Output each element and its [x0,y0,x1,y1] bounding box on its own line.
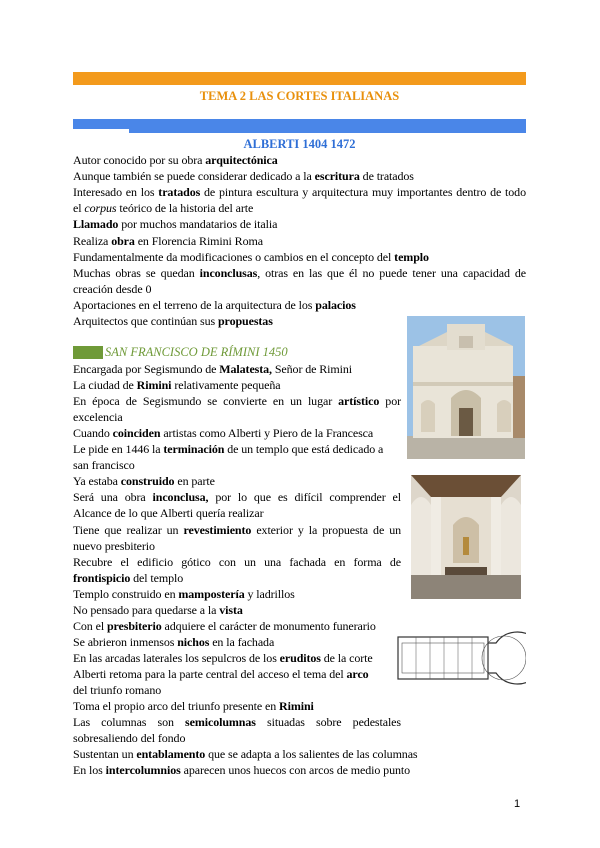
text-run: Alberti retoma para la parte central del acceso el tema del [73,666,347,681]
text-line [73,650,401,666]
text-line [73,409,401,425]
text-line [73,152,526,168]
bold-term: frontispicio [73,570,131,585]
bold-term: mampostería [178,586,245,601]
text-line [73,249,526,265]
text-run: En los [73,763,106,778]
text-line [73,762,526,778]
text-run: el [73,201,85,216]
bold-term: eruditos [279,650,321,665]
bold-term: palacios [315,297,356,312]
bold-term: inconclusas [199,265,258,280]
bold-term: Rimini [136,378,172,393]
text-run: Con el [73,618,107,633]
bold-term: escritura [314,169,360,184]
text-line [73,505,401,521]
text-run: relativamente pequeña [171,378,281,393]
bold-term: presbiterio [106,618,162,633]
bold-term: arquitectónica [205,153,278,167]
text-run: en Florencia Rimini Roma [134,233,263,248]
bold-term: Rimini [279,699,314,714]
text-line [73,714,401,730]
bold-term: revestimiento [183,522,252,537]
text-run: sobresaliendo del fondo [73,731,186,746]
text-line [73,522,401,538]
text-run: excelencia [73,410,123,425]
text-line [73,473,401,489]
bold-term: entablamento [136,747,206,762]
text-run: En época de Segismundo se convierte en un lugar [73,394,339,409]
text-line [73,634,401,650]
section-title: SAN FRANCISCO DE RÍMINI 1450 [105,344,288,359]
text-line [73,265,526,281]
text-run: san francisco [73,458,135,473]
text-line [73,586,401,602]
bold-term: artístico [338,394,380,409]
bold-term: tratados [158,185,201,200]
section-color-swatch [73,346,103,359]
text-line [73,698,401,714]
text-run: Muchas obras se quedan [73,265,200,280]
bold-term: arco [346,666,369,681]
church-interior-photo [411,475,521,599]
bold-term: propuestas [217,314,273,328]
document-subtitle: ALBERTI 1404 1472 [243,137,356,151]
text-line [73,457,401,473]
text-line [73,216,526,232]
text-run: Aportaciones en el terreno de la arquitectura de los [73,297,316,312]
text-run: exterior y la propuesta de un [251,522,401,537]
text-run: de tratados [359,169,414,184]
text-line [73,730,401,746]
page-number: 1 [514,798,521,810]
text-run: Sustentan un [73,747,137,762]
section-heading [73,345,288,359]
text-run: teórico de la historia del arte [116,201,254,216]
text-line [73,441,401,457]
header-bar-blue [73,119,526,133]
text-line [73,554,401,570]
text-run: adquiere el carácter de monumento funerario [161,618,376,633]
text-run: Tiene que realizar un [73,522,184,537]
text-run: Realiza [73,233,112,248]
text-line [73,666,401,682]
text-run: Templo construido en [73,586,179,601]
text-run: que se adapta a los salientes de las columnas [205,747,418,762]
text-line [73,602,401,618]
text-line [73,361,401,377]
text-line [73,233,526,249]
text-line [73,538,401,554]
text-run: en la fachada [209,634,275,649]
text-run: Señor de Rimini [271,362,352,376]
text-run: Fundamentalmente da modificaciones o cambios en el concepto del [73,249,395,264]
temple-facade-photo [407,316,525,459]
text-run: Encargada por Segismundo de [73,362,220,376]
text-run: Cuando [73,426,113,441]
text-run: Las columnas son [73,715,186,730]
bold-term: Llamado [73,217,119,232]
bold-term: corpus [84,201,117,216]
text-line [73,570,401,586]
document-title: TEMA 2 LAS CORTES ITALIANAS [199,89,400,103]
bold-term: templo [394,249,429,264]
text-run: Recubre el edificio gótico con un una fachada en forma de [73,554,401,569]
text-line [73,377,401,393]
bold-term: terminación [163,442,225,457]
text-run: por lo que es difícil comprender el [208,490,401,505]
text-run: de un templo que está dedicado a [224,442,384,457]
text-line [73,489,401,505]
text-run: No pensado para quedarse a la [73,602,220,617]
text-run: creación desde 0 [73,281,152,296]
text-run: de la corte [320,650,373,665]
text-line [73,168,526,184]
text-run: por [379,394,401,409]
text-run: , otras en las que él no puede tener una capacidad de [257,265,526,280]
floor-plan-diagram [396,623,526,693]
text-run: Le pide en 1446 la [73,442,164,457]
bold-term: vista [219,602,243,617]
text-run: del templo [130,570,184,585]
text-run: nuevo presbiterio [73,538,155,553]
text-run: Ya estaba [73,474,121,489]
text-run: Interesado en los [73,185,159,200]
bold-term: Malatesta, [219,362,272,376]
bold-term: inconclusa, [152,490,209,505]
text-run: Arquitectos que continúan sus [73,314,218,328]
text-line [73,682,401,698]
text-run: de pintura escultura y arquitectura muy importantes dentro de todo [200,185,526,200]
text-run: Alcance de lo que Alberti quería realizar [73,506,264,521]
text-line [73,297,526,313]
bold-term: obra [111,233,135,248]
text-line [73,746,526,762]
text-run: En las arcadas laterales los sepulcros de los [73,650,280,665]
bold-term: construido [120,474,175,489]
bold-term: coinciden [112,426,161,441]
text-run: aparecen unos huecos con arcos de medio punto [180,763,411,778]
text-line [73,425,401,441]
text-line [73,393,401,409]
text-run: situadas sobre pedestales [255,715,401,730]
text-run: Aunque también se puede considerar dedicado a la [73,169,315,184]
text-run: La ciudad de [73,378,137,393]
text-run: Autor conocido por su obra [73,153,206,167]
text-run: en parte [174,474,215,489]
bold-term: intercolumnios [105,763,181,778]
bold-term: semicolumnas [185,715,256,730]
text-run: y ladrillos [244,586,295,601]
text-run: Se abrieron inmensos [73,634,178,649]
text-run: por muchos mandatarios de italia [118,217,278,232]
text-line [73,618,401,634]
text-run: Toma el propio arco del triunfo presente en [73,699,280,714]
header-bar-orange [73,72,526,85]
text-run: artistas como Alberti y Piero de la Francesca [160,426,374,441]
text-line [73,184,526,200]
text-run: Será una obra [73,490,153,505]
bold-term: nichos [177,634,210,649]
text-line [73,281,526,297]
text-run: del triunfo romano [73,683,162,697]
text-line [73,200,526,216]
